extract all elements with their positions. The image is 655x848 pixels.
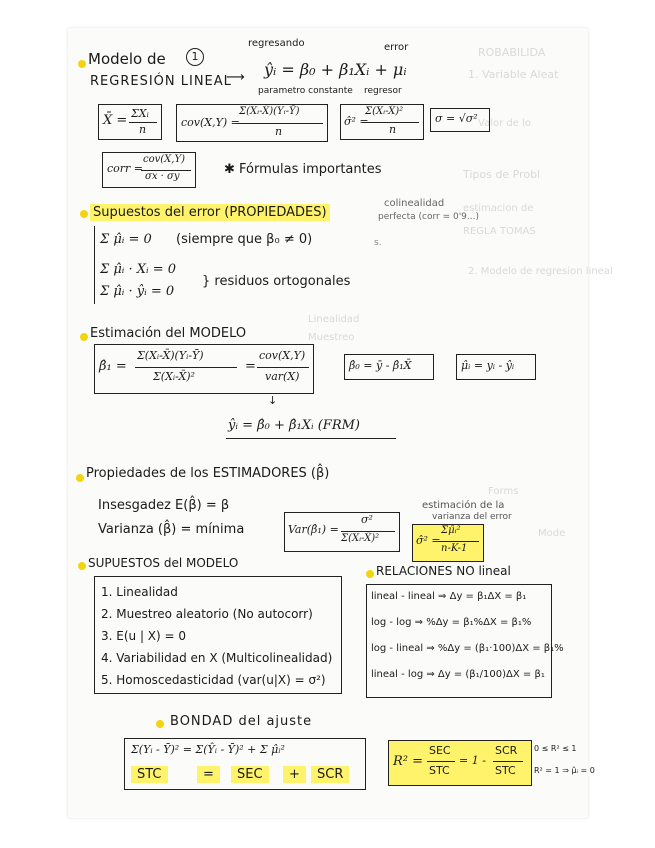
error-label: error: [384, 42, 409, 53]
residuos-ortogonales: } residuos ortogonales: [202, 274, 351, 289]
bleed-text-7: 2. Modelo de regresion lineal: [468, 266, 613, 277]
beta1-denominator: Σ(Xᵢ-X̄)²: [153, 370, 195, 383]
sd-formula: σ = √σ²: [435, 112, 478, 125]
sum-residuals-zero: Σ μ̂ᵢ = 0: [100, 232, 152, 247]
section-number: 1: [186, 48, 204, 66]
variance-formula-box: [340, 104, 424, 140]
bracket-line: [94, 226, 95, 304]
estimacion-note-1: estimación de la: [422, 500, 505, 511]
bleed-text-5: estimacion de: [463, 203, 534, 214]
fraction-bar: [439, 541, 479, 542]
params-label: parametro constante: [258, 86, 353, 96]
corr-numerator: cov(X,Y): [143, 154, 185, 165]
eq1-note: (siempre que β₀ ≠ 0): [176, 232, 313, 247]
arrow-down-icon: ↓: [268, 394, 278, 407]
r2-den-2: STC: [495, 764, 516, 777]
sigma-hat-formula-box: [412, 524, 484, 562]
bleed-text-3: Valor de lo: [478, 118, 531, 129]
equals-sign: =: [197, 766, 220, 783]
supuestos-modelo-title: SUPUESTOS del MODELO: [88, 556, 239, 570]
corr-formula-box: [102, 152, 196, 188]
frm-underline: [226, 438, 396, 439]
residuals-x-orth: Σ μ̂ᵢ · Xᵢ = 0: [100, 262, 177, 277]
page-title: Modelo de: [88, 50, 166, 68]
cov-numerator: Σ(Xᵢ-X̄)(Yᵢ-Ȳ): [239, 106, 300, 117]
mean-denominator: n: [139, 123, 147, 136]
bullet-dot: [78, 60, 86, 68]
variance-numerator: Σ(Xᵢ-X̄)²: [365, 106, 404, 117]
beta1-lhs: β̂₁ =: [99, 359, 127, 374]
cov-lhs: cov(X,Y) =: [181, 116, 240, 129]
corr-lhs: corr =: [107, 162, 144, 175]
perfecta-note: perfecta (corr = 0'9...): [378, 212, 479, 222]
bleed-text-1: ROBABILIDA: [478, 46, 546, 59]
fraction-bar: [493, 761, 523, 762]
r2-den-1: STC: [429, 764, 450, 777]
var-beta-numerator: σ²: [361, 513, 373, 526]
bleed-text-10: Forms: [488, 486, 519, 497]
r2-range-note: 0 ≤ R² ≤ 1: [534, 744, 577, 753]
propiedades-title: Propiedades de los ESTIMADORES (β̂): [86, 466, 330, 481]
supuestos-error-title: Supuestos del error (PROPIEDADES): [90, 204, 330, 221]
stc-label: STC: [131, 766, 168, 783]
supuesto-item: 4. Variabilidad en X (Multicolinealidad): [101, 651, 333, 665]
supuesto-item: 3. E(u | X) = 0: [101, 629, 187, 643]
important-note: ✱ Fórmulas importantes: [224, 162, 382, 177]
supuesto-item: 5. Homoscedasticidad (var(u|X) = σ²): [101, 673, 326, 687]
relacion-item: lineal - log ⇒ Δy = (β₁/100)ΔX = β₁: [371, 669, 545, 680]
residual-formula: μ̂ᵢ = yᵢ - ŷᵢ: [461, 359, 515, 372]
bleed-text-11: Mode: [538, 528, 566, 539]
relacion-item: lineal - lineal ⇒ Δy = β₁ΔX = β₁: [371, 591, 527, 602]
bullet-dot: [366, 570, 374, 578]
r2-formula-box: [388, 740, 532, 786]
equals-sign: =: [245, 359, 256, 374]
sec-label: SEC: [231, 766, 269, 783]
beta1-denominator-2: var(X): [265, 370, 300, 383]
beta1-formula-box: [94, 344, 314, 394]
mean-formula-box: [98, 104, 162, 140]
var-beta-lhs: Var(β̂₁) =: [288, 523, 339, 536]
r2-lhs: R² =: [393, 754, 424, 769]
supuestos-modelo-box: [94, 576, 342, 694]
bleed-text-6: REGLA TOMAS: [463, 226, 536, 237]
bullet-dot: [156, 720, 164, 728]
corr-denominator: σx · σy: [145, 171, 180, 182]
bleed-text-9: Muestreo: [308, 332, 355, 343]
bondad-title: BONDAD del ajuste: [170, 714, 313, 729]
beta0-formula-box: [344, 354, 434, 380]
estimacion-title: Estimación del MODELO: [90, 326, 247, 341]
sigma-hat-denominator: n-K-1: [441, 543, 468, 554]
plus-sign: +: [283, 766, 306, 783]
r2-one-note: R² = 1 ⇒ μ̂ᵢ = 0: [534, 766, 595, 775]
arrow-right-icon: ⟶: [226, 70, 245, 85]
beta0-formula: β̂₀ = ȳ - β̂₁X̄: [349, 359, 412, 372]
varianza-item: Varianza (β̂) = mínima: [98, 522, 245, 537]
fraction-bar: [341, 531, 395, 532]
scr-label: SCR: [311, 766, 349, 783]
r2-num-2: SCR: [495, 744, 518, 757]
relacion-item: log - lineal ⇒ %Δy = (β₁·100)ΔX = β₁%: [371, 643, 564, 654]
frm-equation: ŷᵢ = β̂₀ + β̂₁Xᵢ (FRM): [228, 418, 360, 433]
regresando-label: regresando: [248, 38, 305, 49]
s-mark: s.: [374, 238, 382, 248]
page-subtitle: REGRESIÓN LINEAL: [90, 74, 232, 89]
bondad-decomposition: Σ(Yᵢ - Ȳ)² = Σ(Ŷᵢ - Ȳ)² + Σ μ̂ᵢ²: [131, 743, 285, 756]
regression-model: ŷᵢ = β₀ + β₁Xᵢ + μᵢ: [264, 60, 407, 79]
cov-denominator: n: [275, 125, 283, 138]
r2-mid: = 1 -: [459, 754, 486, 767]
fraction-bar: [237, 123, 323, 124]
mean-lhs: X̄ =: [103, 113, 128, 128]
bleed-text-2: 1. Variable Aleat: [468, 68, 559, 81]
supuesto-item: 1. Linealidad: [101, 585, 178, 599]
bullet-dot: [78, 562, 86, 570]
bullet-dot: [80, 210, 88, 218]
sd-formula-box: [430, 108, 490, 132]
estimacion-note-2: varianza del error: [432, 512, 512, 522]
r2-num-1: SEC: [429, 744, 451, 757]
relaciones-title: RELACIONES NO lineal: [376, 564, 511, 578]
relacion-item: log - log ⇒ %Δy = β₁%ΔX = β₁%: [371, 617, 532, 628]
sigma-hat-numerator: Σμ̂ᵢ²: [441, 525, 461, 536]
var-beta-denominator: Σ(Xᵢ-X̄)²: [341, 533, 380, 544]
notebook-page: [68, 28, 613, 818]
supuesto-item: 2. Muestreo aleatorio (No autocorr): [101, 607, 313, 621]
var-beta-formula-box: [284, 512, 400, 552]
sigma-hat-lhs: σ̂² =: [416, 534, 441, 547]
fraction-bar: [257, 367, 309, 368]
bullet-dot: [80, 333, 88, 341]
fraction-bar: [135, 367, 237, 368]
bleed-text-4: Tipos de Probl: [463, 168, 541, 181]
residual-formula-box: [456, 354, 536, 380]
cov-formula-box: [176, 104, 328, 142]
bleed-text-8: Linealidad: [308, 314, 360, 325]
colinealidad-note: colinealidad: [384, 198, 445, 209]
variance-lhs: σ̂² =: [344, 115, 369, 128]
residuals-y-orth: Σ μ̂ᵢ · ŷᵢ = 0: [100, 284, 175, 299]
bullet-dot: [76, 474, 84, 482]
beta1-numerator: Σ(Xᵢ-X̄)(Yᵢ-Ȳ): [137, 349, 204, 362]
fraction-bar: [427, 761, 455, 762]
bondad-equation-box: [124, 738, 366, 790]
insesgadez-item: Insesgadez E(β̂) = β: [98, 498, 230, 513]
mean-numerator: ΣXᵢ: [131, 107, 149, 120]
relaciones-box: [366, 584, 564, 698]
variance-denominator: n: [389, 123, 397, 136]
regresor-label: regresor: [364, 86, 402, 96]
beta1-numerator-2: cov(X,Y): [259, 349, 306, 362]
